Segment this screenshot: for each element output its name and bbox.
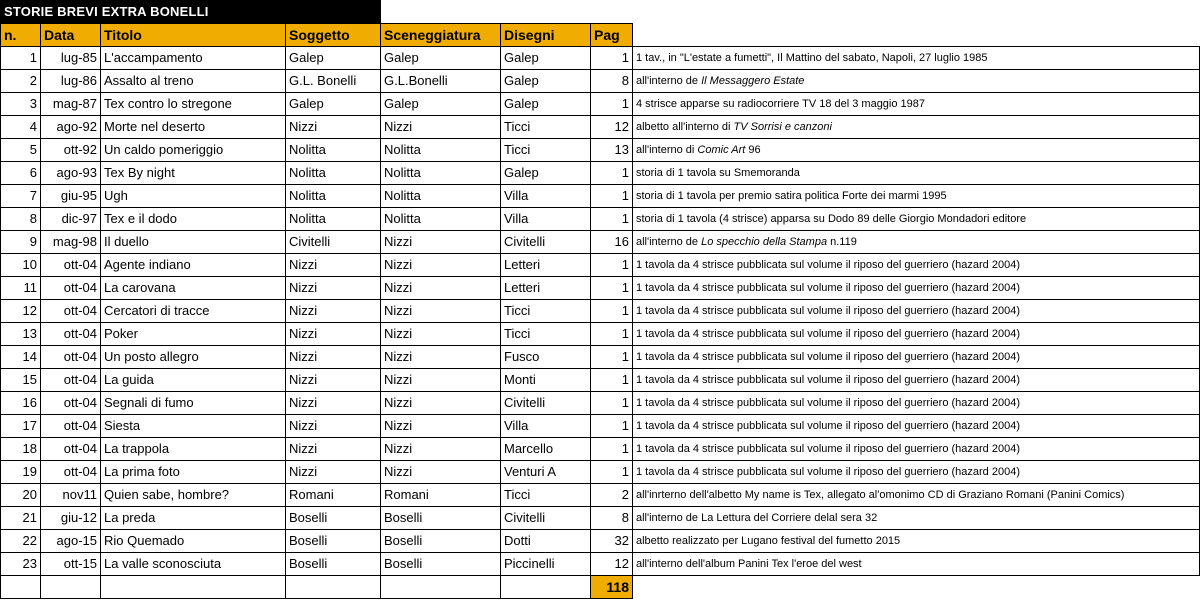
- cell-soggetto[interactable]: Nolitta: [286, 185, 381, 208]
- cell-titolo[interactable]: La preda: [101, 507, 286, 530]
- cell-pag[interactable]: 1: [591, 162, 633, 185]
- cell-sceneggiatura[interactable]: Nizzi: [381, 369, 501, 392]
- cell-disegni[interactable]: Galep: [501, 162, 591, 185]
- cell-note[interactable]: storia di 1 tavola per premio satira politica Forte dei marmi 1995: [633, 185, 1200, 208]
- cell-soggetto[interactable]: Nizzi: [286, 438, 381, 461]
- total-spacer: [633, 576, 1200, 599]
- cell-data[interactable]: ott-04: [41, 415, 101, 438]
- cell-titolo[interactable]: La guida: [101, 369, 286, 392]
- cell-disegni[interactable]: Ticci: [501, 300, 591, 323]
- cell-disegni[interactable]: Piccinelli: [501, 553, 591, 576]
- cell-disegni[interactable]: Dotti: [501, 530, 591, 553]
- cell-note[interactable]: storia di 1 tavola (4 strisce) apparsa su Dodo 89 delle Giorgio Mondadori editore: [633, 208, 1200, 231]
- total-pages-cell[interactable]: 118: [591, 576, 633, 599]
- table-row[interactable]: [1, 553, 1200, 576]
- cell-data[interactable]: ott-04: [41, 300, 101, 323]
- total-filler-cell: [381, 576, 501, 599]
- cell-disegni[interactable]: Ticci: [501, 484, 591, 507]
- header-note-spacer: [633, 24, 1200, 47]
- cell-titolo[interactable]: Il duello: [101, 231, 286, 254]
- table-row[interactable]: [1, 231, 1200, 254]
- table-row[interactable]: [1, 438, 1200, 461]
- cell-data[interactable]: ott-92: [41, 139, 101, 162]
- cell-sceneggiatura[interactable]: Nolitta: [381, 139, 501, 162]
- cell-sceneggiatura[interactable]: Romani: [381, 484, 501, 507]
- cell-n[interactable]: 6: [1, 162, 41, 185]
- cell-pag[interactable]: 1: [591, 461, 633, 484]
- cell-pag[interactable]: 1: [591, 47, 633, 70]
- cell-pag[interactable]: 16: [591, 231, 633, 254]
- cell-titolo[interactable]: Cercatori di tracce: [101, 300, 286, 323]
- cell-soggetto[interactable]: Nizzi: [286, 300, 381, 323]
- cell-disegni[interactable]: Letteri: [501, 254, 591, 277]
- cell-n[interactable]: 20: [1, 484, 41, 507]
- table-row[interactable]: [1, 461, 1200, 484]
- cell-n[interactable]: 16: [1, 392, 41, 415]
- cell-n[interactable]: 3: [1, 93, 41, 116]
- cell-soggetto[interactable]: Nizzi: [286, 461, 381, 484]
- cell-pag[interactable]: 1: [591, 93, 633, 116]
- cell-pag[interactable]: 1: [591, 438, 633, 461]
- cell-data[interactable]: ott-04: [41, 277, 101, 300]
- cell-disegni[interactable]: Villa: [501, 415, 591, 438]
- cell-titolo[interactable]: Rio Quemado: [101, 530, 286, 553]
- cell-sceneggiatura[interactable]: Nizzi: [381, 346, 501, 369]
- cell-soggetto[interactable]: Nizzi: [286, 346, 381, 369]
- cell-titolo[interactable]: Assalto al treno: [101, 70, 286, 93]
- total-row: [1, 576, 1200, 599]
- cell-titolo[interactable]: Un posto allegro: [101, 346, 286, 369]
- cell-data[interactable]: ott-04: [41, 461, 101, 484]
- title-spacer: [381, 1, 1200, 24]
- cell-soggetto[interactable]: Nizzi: [286, 415, 381, 438]
- cell-pag[interactable]: 1: [591, 346, 633, 369]
- table-row[interactable]: [1, 139, 1200, 162]
- cell-pag[interactable]: 1: [591, 277, 633, 300]
- table-row[interactable]: [1, 530, 1200, 553]
- cell-sceneggiatura[interactable]: Galep: [381, 93, 501, 116]
- cell-soggetto[interactable]: Nizzi: [286, 323, 381, 346]
- cell-note[interactable]: 4 strisce apparse su radiocorriere TV 18 del 3 maggio 1987: [633, 93, 1200, 116]
- header-titolo[interactable]: Titolo: [101, 24, 286, 47]
- cell-note[interactable]: storia di 1 tavola su Smemoranda: [633, 162, 1200, 185]
- total-filler-cell: [41, 576, 101, 599]
- cell-n[interactable]: 4: [1, 116, 41, 139]
- cell-n[interactable]: 18: [1, 438, 41, 461]
- cell-soggetto[interactable]: Nizzi: [286, 116, 381, 139]
- table-row[interactable]: [1, 93, 1200, 116]
- cell-sceneggiatura[interactable]: Boselli: [381, 507, 501, 530]
- cell-note[interactable]: all'interno de La Lettura del Corriere delal sera 32: [633, 507, 1200, 530]
- cell-soggetto[interactable]: Boselli: [286, 530, 381, 553]
- cell-data[interactable]: lug-85: [41, 47, 101, 70]
- cell-note[interactable]: 1 tavola da 4 strisce pubblicata sul volume il riposo del guerriero (hazard 2004): [633, 277, 1200, 300]
- cell-note[interactable]: 1 tavola da 4 strisce pubblicata sul volume il riposo del guerriero (hazard 2004): [633, 415, 1200, 438]
- cell-n[interactable]: 2: [1, 70, 41, 93]
- cell-pag[interactable]: 12: [591, 116, 633, 139]
- cell-note[interactable]: 1 tavola da 4 strisce pubblicata sul volume il riposo del guerriero (hazard 2004): [633, 369, 1200, 392]
- table-row[interactable]: [1, 208, 1200, 231]
- cell-data[interactable]: giu-12: [41, 507, 101, 530]
- header-n[interactable]: n.: [1, 24, 41, 47]
- cell-soggetto[interactable]: Nizzi: [286, 392, 381, 415]
- cell-data[interactable]: ott-04: [41, 323, 101, 346]
- cell-data[interactable]: giu-95: [41, 185, 101, 208]
- cell-sceneggiatura[interactable]: Nolitta: [381, 208, 501, 231]
- cell-soggetto[interactable]: Nizzi: [286, 277, 381, 300]
- cell-pag[interactable]: 1: [591, 369, 633, 392]
- cell-n[interactable]: 22: [1, 530, 41, 553]
- cell-disegni[interactable]: Marcello: [501, 438, 591, 461]
- sheet-title: STORIE BREVI EXTRA BONELLI: [1, 1, 381, 24]
- header-pag[interactable]: Pag: [591, 24, 633, 47]
- cell-disegni[interactable]: Civitelli: [501, 231, 591, 254]
- total-filler-cell: [1, 576, 41, 599]
- cell-sceneggiatura[interactable]: Nizzi: [381, 392, 501, 415]
- cell-note[interactable]: 1 tavola da 4 strisce pubblicata sul volume il riposo del guerriero (hazard 2004): [633, 461, 1200, 484]
- cell-titolo[interactable]: La valle sconosciuta: [101, 553, 286, 576]
- cell-n[interactable]: 12: [1, 300, 41, 323]
- cell-pag[interactable]: 1: [591, 254, 633, 277]
- table-row[interactable]: [1, 116, 1200, 139]
- cell-pag[interactable]: 1: [591, 323, 633, 346]
- cell-titolo[interactable]: Siesta: [101, 415, 286, 438]
- cell-n[interactable]: 11: [1, 277, 41, 300]
- cell-data[interactable]: ott-04: [41, 392, 101, 415]
- cell-soggetto[interactable]: G.L. Bonelli: [286, 70, 381, 93]
- title-row: [1, 1, 1200, 24]
- cell-disegni[interactable]: Galep: [501, 47, 591, 70]
- table-row[interactable]: [1, 346, 1200, 369]
- cell-titolo[interactable]: L'accampamento: [101, 47, 286, 70]
- cell-titolo[interactable]: Un caldo pomeriggio: [101, 139, 286, 162]
- cell-note[interactable]: all'interno de Il Messaggero Estate: [633, 70, 1200, 93]
- cell-titolo[interactable]: Tex contro lo stregone: [101, 93, 286, 116]
- header-data[interactable]: Data: [41, 24, 101, 47]
- cell-pag[interactable]: 13: [591, 139, 633, 162]
- cell-pag[interactable]: 8: [591, 70, 633, 93]
- cell-n[interactable]: 7: [1, 185, 41, 208]
- cell-pag[interactable]: 32: [591, 530, 633, 553]
- table-row[interactable]: [1, 507, 1200, 530]
- cell-note[interactable]: 1 tav., in "L'estate a fumetti", Il Mattino del sabato, Napoli, 27 luglio 1985: [633, 47, 1200, 70]
- cell-sceneggiatura[interactable]: Nizzi: [381, 254, 501, 277]
- cell-n[interactable]: 21: [1, 507, 41, 530]
- cell-n[interactable]: 5: [1, 139, 41, 162]
- table-row[interactable]: [1, 277, 1200, 300]
- cell-disegni[interactable]: Civitelli: [501, 392, 591, 415]
- cell-n[interactable]: 1: [1, 47, 41, 70]
- cell-soggetto[interactable]: Galep: [286, 93, 381, 116]
- cell-data[interactable]: ott-04: [41, 346, 101, 369]
- total-filler-cell: [101, 576, 286, 599]
- table-row[interactable]: [1, 484, 1200, 507]
- cell-soggetto[interactable]: Boselli: [286, 553, 381, 576]
- cell-note[interactable]: 1 tavola da 4 strisce pubblicata sul volume il riposo del guerriero (hazard 2004): [633, 323, 1200, 346]
- cell-data[interactable]: ott-04: [41, 438, 101, 461]
- cell-data[interactable]: ott-04: [41, 369, 101, 392]
- cell-titolo[interactable]: Tex By night: [101, 162, 286, 185]
- total-filler-cell: [286, 576, 381, 599]
- cell-soggetto[interactable]: Nizzi: [286, 254, 381, 277]
- cell-sceneggiatura[interactable]: Nizzi: [381, 461, 501, 484]
- cell-data[interactable]: mag-87: [41, 93, 101, 116]
- cell-titolo[interactable]: La carovana: [101, 277, 286, 300]
- cell-sceneggiatura[interactable]: Boselli: [381, 553, 501, 576]
- table-row[interactable]: [1, 70, 1200, 93]
- cell-disegni[interactable]: Ticci: [501, 139, 591, 162]
- cell-disegni[interactable]: Letteri: [501, 277, 591, 300]
- cell-n[interactable]: 8: [1, 208, 41, 231]
- cell-disegni[interactable]: Villa: [501, 208, 591, 231]
- cell-soggetto[interactable]: Nolitta: [286, 208, 381, 231]
- cell-sceneggiatura[interactable]: Nizzi: [381, 438, 501, 461]
- cell-sceneggiatura[interactable]: Nizzi: [381, 231, 501, 254]
- cell-sceneggiatura[interactable]: Nizzi: [381, 300, 501, 323]
- cell-data[interactable]: mag-98: [41, 231, 101, 254]
- cell-soggetto[interactable]: Nizzi: [286, 369, 381, 392]
- cell-n[interactable]: 19: [1, 461, 41, 484]
- cell-disegni[interactable]: Monti: [501, 369, 591, 392]
- cell-titolo[interactable]: Quien sabe, hombre?: [101, 484, 286, 507]
- header-soggetto[interactable]: Soggetto: [286, 24, 381, 47]
- cell-note[interactable]: all'interno dell'album Panini Tex l'eroe del west: [633, 553, 1200, 576]
- cell-data[interactable]: lug-86: [41, 70, 101, 93]
- cell-soggetto[interactable]: Nolitta: [286, 139, 381, 162]
- cell-soggetto[interactable]: Romani: [286, 484, 381, 507]
- cell-n[interactable]: 15: [1, 369, 41, 392]
- cell-n[interactable]: 10: [1, 254, 41, 277]
- cell-titolo[interactable]: Segnali di fumo: [101, 392, 286, 415]
- header-disegni[interactable]: Disegni: [501, 24, 591, 47]
- cell-disegni[interactable]: Galep: [501, 70, 591, 93]
- cell-titolo[interactable]: La prima foto: [101, 461, 286, 484]
- cell-data[interactable]: ago-93: [41, 162, 101, 185]
- cell-pag[interactable]: 1: [591, 300, 633, 323]
- cell-soggetto[interactable]: Civitelli: [286, 231, 381, 254]
- cell-sceneggiatura[interactable]: Nizzi: [381, 116, 501, 139]
- table-row[interactable]: [1, 47, 1200, 70]
- cell-n[interactable]: 17: [1, 415, 41, 438]
- cell-titolo[interactable]: Morte nel deserto: [101, 116, 286, 139]
- cell-soggetto[interactable]: Galep: [286, 47, 381, 70]
- cell-note[interactable]: 1 tavola da 4 strisce pubblicata sul volume il riposo del guerriero (hazard 2004): [633, 300, 1200, 323]
- cell-pag[interactable]: 1: [591, 208, 633, 231]
- table-row[interactable]: [1, 254, 1200, 277]
- cell-disegni[interactable]: Ticci: [501, 323, 591, 346]
- cell-disegni[interactable]: Villa: [501, 185, 591, 208]
- cell-disegni[interactable]: Ticci: [501, 116, 591, 139]
- cell-disegni[interactable]: Galep: [501, 93, 591, 116]
- cell-note[interactable]: all'inrterno dell'albetto My name is Tex, allegato al'omonimo CD di Graziano Romani (Panini Comics): [633, 484, 1200, 507]
- cell-disegni[interactable]: Venturi A: [501, 461, 591, 484]
- cell-data[interactable]: ott-15: [41, 553, 101, 576]
- cell-n[interactable]: 13: [1, 323, 41, 346]
- cell-titolo[interactable]: La trappola: [101, 438, 286, 461]
- cell-titolo[interactable]: Agente indiano: [101, 254, 286, 277]
- cell-soggetto[interactable]: Nolitta: [286, 162, 381, 185]
- cell-note[interactable]: albetto all'interno di TV Sorrisi e canzoni: [633, 116, 1200, 139]
- total-filler-cell: [501, 576, 591, 599]
- table-row[interactable]: [1, 369, 1200, 392]
- cell-pag[interactable]: 2: [591, 484, 633, 507]
- cell-data[interactable]: ott-04: [41, 254, 101, 277]
- table-row[interactable]: [1, 392, 1200, 415]
- table-row[interactable]: [1, 185, 1200, 208]
- cell-data[interactable]: dic-97: [41, 208, 101, 231]
- table-body: [1, 1, 1200, 599]
- cell-note[interactable]: all'interno di Comic Art 96: [633, 139, 1200, 162]
- table-row[interactable]: [1, 300, 1200, 323]
- header-sceneggiatura[interactable]: Sceneggiatura: [381, 24, 501, 47]
- cell-sceneggiatura[interactable]: Nolitta: [381, 162, 501, 185]
- header-row: [1, 24, 1200, 47]
- cell-note[interactable]: 1 tavola da 4 strisce pubblicata sul volume il riposo del guerriero (hazard 2004): [633, 438, 1200, 461]
- cell-data[interactable]: nov11: [41, 484, 101, 507]
- cell-pag[interactable]: 1: [591, 415, 633, 438]
- cell-soggetto[interactable]: Boselli: [286, 507, 381, 530]
- cell-sceneggiatura[interactable]: G.L.Bonelli: [381, 70, 501, 93]
- cell-pag[interactable]: 1: [591, 392, 633, 415]
- cell-sceneggiatura[interactable]: Nizzi: [381, 323, 501, 346]
- table-row[interactable]: [1, 323, 1200, 346]
- cell-pag[interactable]: 1: [591, 185, 633, 208]
- cell-n[interactable]: 14: [1, 346, 41, 369]
- cell-pag[interactable]: 12: [591, 553, 633, 576]
- cell-note[interactable]: 1 tavola da 4 strisce pubblicata sul volume il riposo del guerriero (hazard 2004): [633, 254, 1200, 277]
- cell-disegni[interactable]: Civitelli: [501, 507, 591, 530]
- cell-data[interactable]: ago-92: [41, 116, 101, 139]
- cell-disegni[interactable]: Fusco: [501, 346, 591, 369]
- cell-note[interactable]: albetto realizzato per Lugano festival del fumetto 2015: [633, 530, 1200, 553]
- cell-n[interactable]: 9: [1, 231, 41, 254]
- cell-note[interactable]: 1 tavola da 4 strisce pubblicata sul volume il riposo del guerriero (hazard 2004): [633, 392, 1200, 415]
- cell-note[interactable]: all'interno de Lo specchio della Stampa n.119: [633, 231, 1200, 254]
- cell-sceneggiatura[interactable]: Galep: [381, 47, 501, 70]
- cell-note[interactable]: 1 tavola da 4 strisce pubblicata sul volume il riposo del guerriero (hazard 2004): [633, 346, 1200, 369]
- cell-data[interactable]: ago-15: [41, 530, 101, 553]
- cell-pag[interactable]: 8: [591, 507, 633, 530]
- cell-titolo[interactable]: Tex e il dodo: [101, 208, 286, 231]
- table-row[interactable]: [1, 162, 1200, 185]
- cell-sceneggiatura[interactable]: Nizzi: [381, 277, 501, 300]
- cell-sceneggiatura[interactable]: Nolitta: [381, 185, 501, 208]
- cell-sceneggiatura[interactable]: Nizzi: [381, 415, 501, 438]
- cell-titolo[interactable]: Ugh: [101, 185, 286, 208]
- cell-sceneggiatura[interactable]: Boselli: [381, 530, 501, 553]
- cell-titolo[interactable]: Poker: [101, 323, 286, 346]
- table-row[interactable]: [1, 415, 1200, 438]
- cell-n[interactable]: 23: [1, 553, 41, 576]
